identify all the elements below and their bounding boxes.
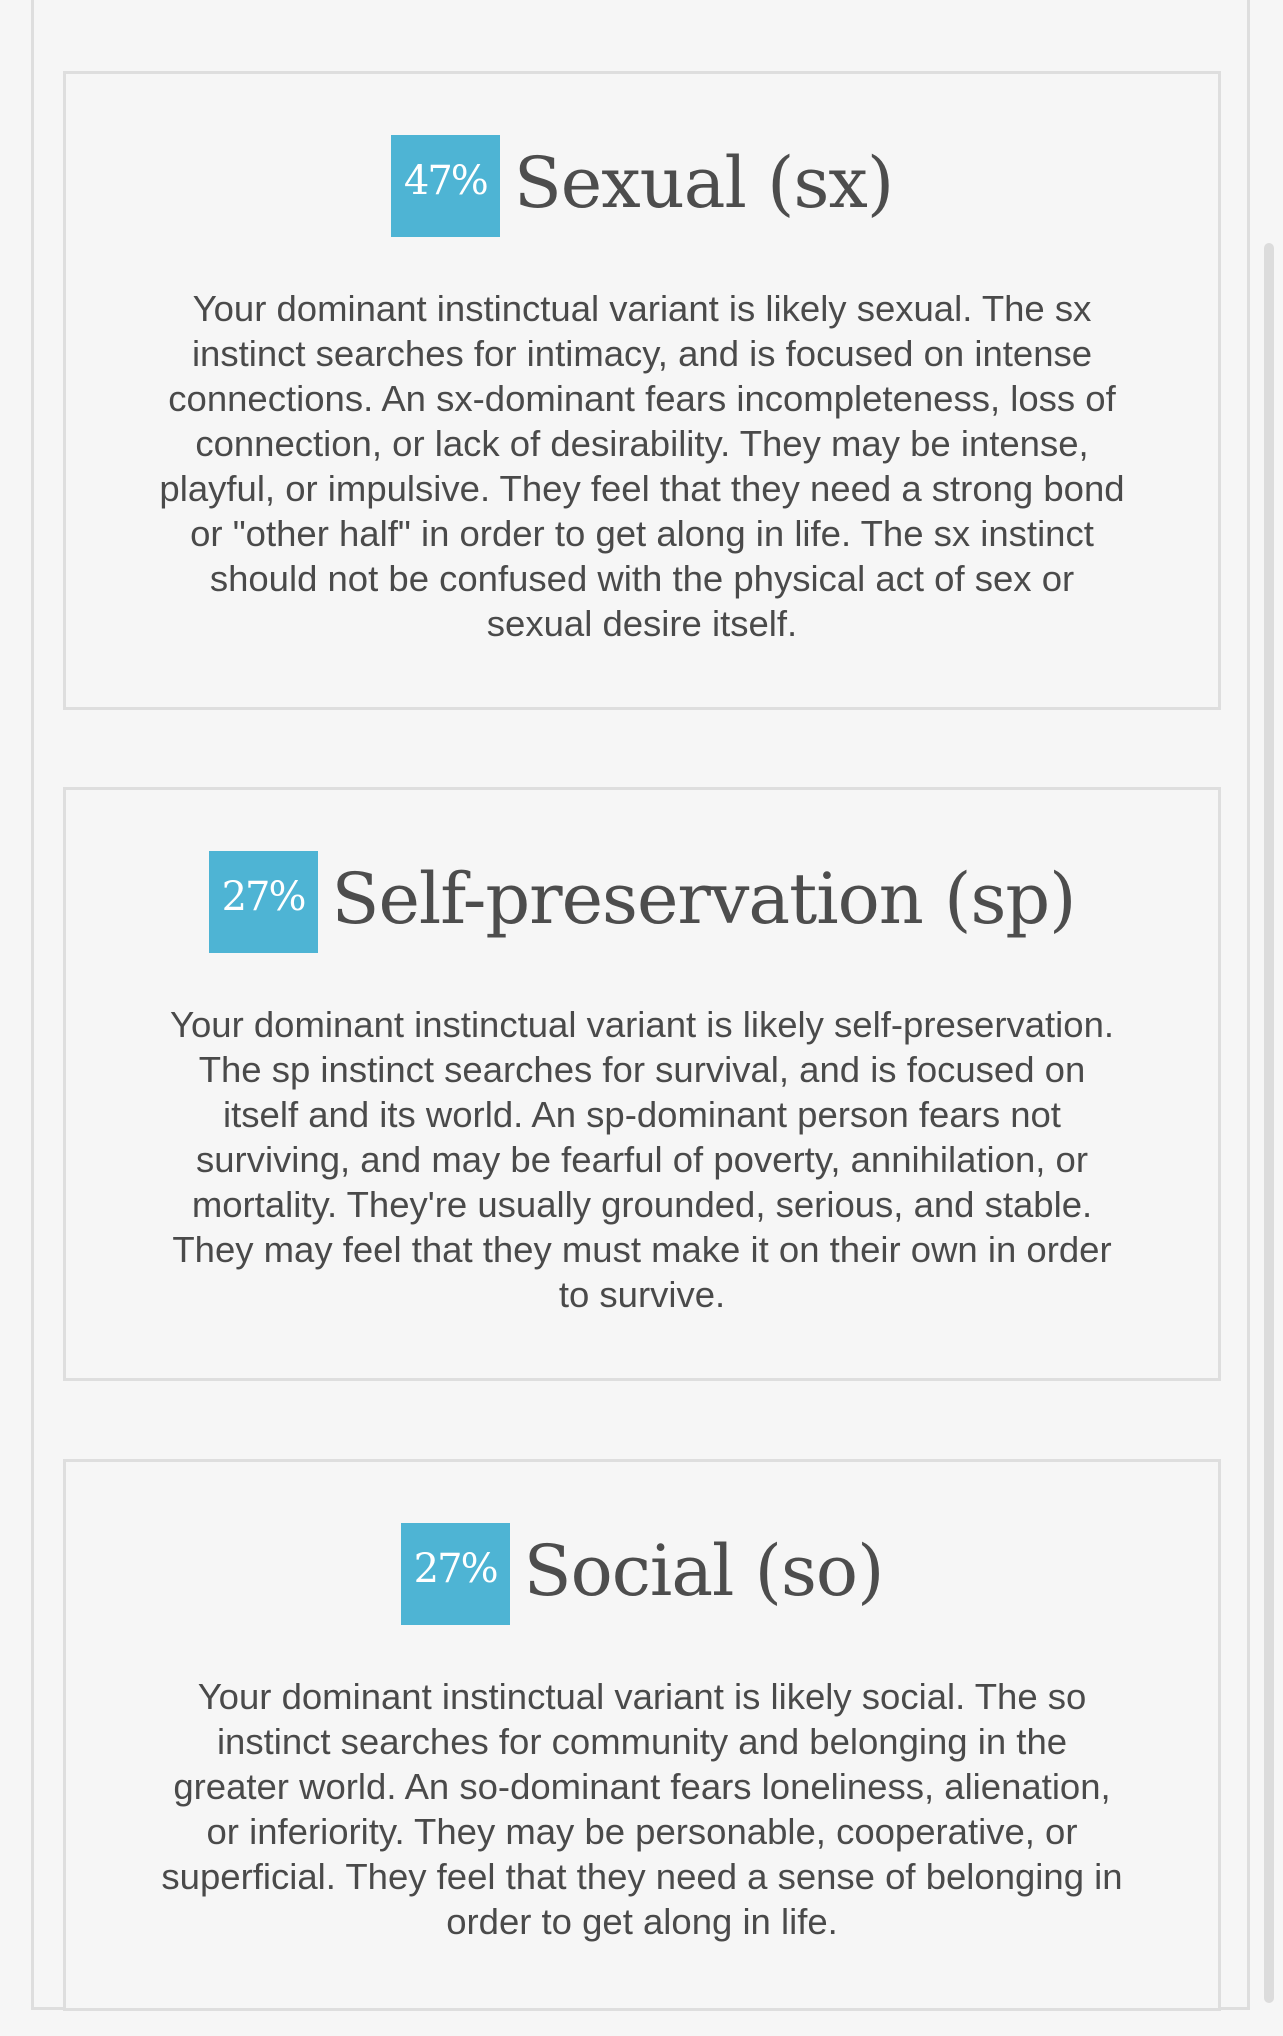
description-line: connection, or lack of desirability. They may be intense, [195,423,1089,464]
card-title: Sexual (sx) [513,142,894,224]
description-line: Your dominant instinctual variant is likely self-preservation. [169,1004,1115,1045]
description-line: Your dominant instinctual variant is likely sexual. The sx [192,288,1092,329]
card-description [66,286,1218,646]
description-line: itself and its world. An sp-dominant person fears not [223,1094,1061,1135]
card-description [66,1674,1218,1944]
card-header [66,1523,1218,1625]
instinct-card-self-preservation [63,787,1221,1381]
instinct-card-social [63,1459,1221,2011]
description-line: connections. An sx-dominant fears incompleteness, loss of [168,378,1116,419]
description-line: superficial. They feel that they need a sense of belonging in [161,1856,1123,1897]
description-line: They may feel that they must make it on their own in order [172,1229,1112,1270]
description-line: Your dominant instinctual variant is likely social. The so [197,1676,1087,1717]
description-line: instinct searches for intimacy, and is focused on intense [191,333,1093,374]
description-line: greater world. An so-dominant fears loneliness, alienation, [173,1766,1111,1807]
description-line: surviving, and may be fearful of poverty, annihilation, or [195,1139,1089,1180]
description-line: or "other half" in order to get along in life. The sx instinct [190,513,1094,554]
description-line: sexual desire itself. [486,603,798,644]
card-header [66,135,1218,237]
description-line: to survive. [558,1274,726,1315]
description-line: instinct searches for community and belonging in the [216,1721,1068,1762]
card-title: Self-preservation (sp) [331,858,1076,940]
card-description [66,1002,1218,1317]
scrollbar-thumb[interactable] [1264,243,1274,2003]
description-line: The sp instinct searches for survival, and is focused on [198,1049,1086,1090]
percent-badge: 27% [401,1523,510,1625]
description-line: or inferiority. They may be personable, cooperative, or [206,1811,1078,1852]
description-line: playful, or impulsive. They feel that they need a strong bond [159,468,1125,509]
description-line: mortality. They're usually grounded, serious, and stable. [191,1184,1093,1225]
percent-badge: 47% [391,135,500,237]
card-title: Social (so) [523,1530,884,1612]
description-line: should not be confused with the physical act of sex or [209,558,1075,599]
description-line: order to get along in life. [446,1901,838,1942]
percent-badge: 27% [209,851,318,953]
card-header [66,851,1218,953]
instinct-card-sexual [63,71,1221,710]
